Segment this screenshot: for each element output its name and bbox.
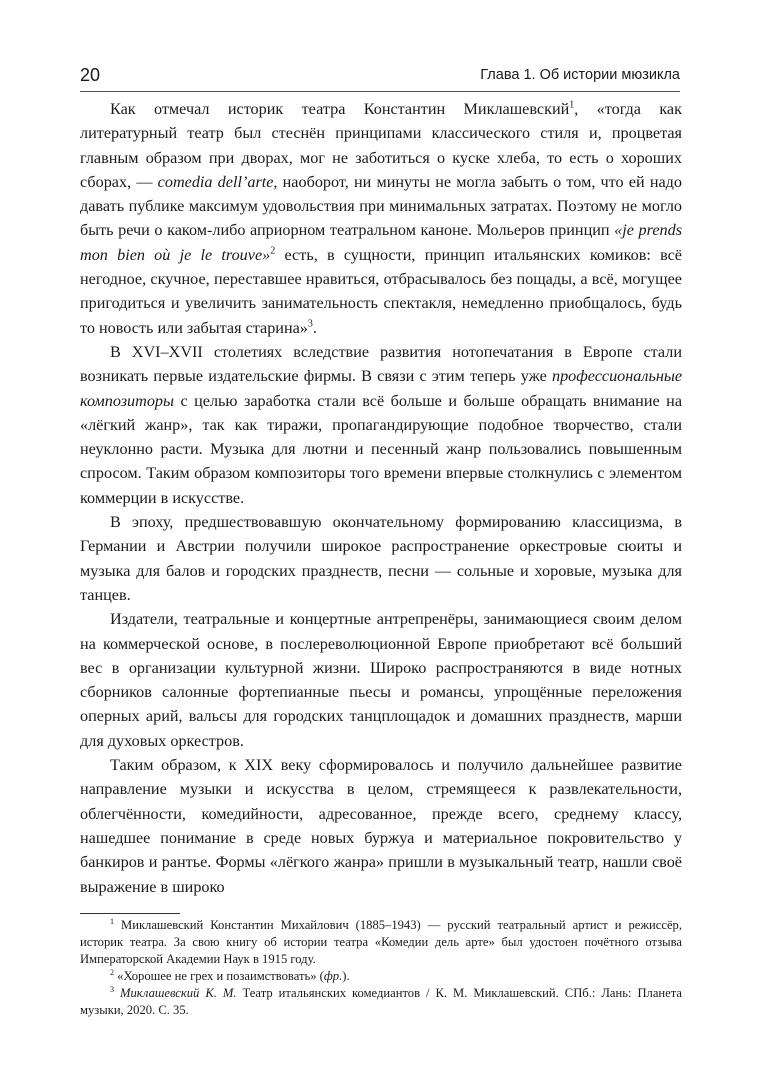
text-run: Театр итальянских комедиантов / К. М. Миклашевский. СПб.: Лань: Планета музыки, 2020. С. 35. (80, 986, 682, 1017)
footnote-ref: 1 (569, 99, 575, 111)
page-header (80, 60, 680, 90)
footnote-ref: 3 (307, 318, 313, 330)
text-run: Таким образом, к XIX веку сформировалось и получило дальнейшее развитие направление музыки и искусства в целом, стремящееся к развлекательности, облегчённости, комедийности, адресованное, прежде всего, среднему классу, нашедшее понимание в среде новых буржуа и материальное покровительство у банкиров и рантье. Формы «лёгкого жанра» пришли в музыкальный театр, нашли своё выражение в широко (80, 756, 682, 896)
main-text (80, 97, 682, 899)
italic-text: Миклашевский К. М. (120, 986, 237, 1000)
text-run: , наоборот, ни минуты не могла забыть о том, что ей надо давать публике максимум удовольствия при минимальных затратах. Поэтому не могло быть речи о каком-либо априорном театральном каноне. Мольеров принцип (80, 172, 682, 240)
text-run: В XVI–XVII столетиях вследствие развития нотопечатания в Европе стали возникать первые издательские фирмы. В связи с этим теперь уже (80, 342, 682, 386)
text-run: . (312, 318, 317, 337)
footnote (80, 968, 682, 985)
text-run: с целью заработка стали всё больше и больше обращать внимание на «лёгкий жанр», так как тиражи, пропагандирующие подобное творчество, стали неуклонно расти. Музыка для лютни и песенный жанр пользовались повышенным спросом. Таким образом композиторы того времени впервые столкнулись с элементом коммерции в искусстве. (80, 391, 682, 507)
italic-text: профессиональные композиторы (80, 367, 682, 410)
text-run: В эпоху, предшествовавшую окончательному формированию классицизма, в Германии и Австрии получили широкое распространение оркестровые сюиты и музыка для балов и городских празднеств, песни — сольные и хоровые, музыка для танцев. (80, 513, 682, 604)
running-title: Глава 1. Об истории мюзикла (480, 67, 680, 83)
footnote-ref: 2 (270, 245, 276, 257)
header-rule (80, 91, 680, 92)
footnote (80, 985, 682, 1019)
paragraph (80, 97, 682, 340)
italic-text: фр. (323, 969, 343, 983)
italic-text: comedia dell’arte (157, 172, 274, 191)
footnote-ref: 2 (110, 967, 114, 977)
text-run: Миклашевский Константин Михайлович (1885–1943) — русский театральный артист и режиссёр, историк театра. За свою книгу об истории театра «Комедии дель арте» был удостоен почётного отзыва Императорской Академии Наук в 1915 году. (80, 918, 682, 966)
footnotes (80, 917, 682, 1019)
text-run: Издатели, театральные и концертные антрепренёры, занимающиеся своим делом на коммерческой основе, в послереволюционной Европе приобретают всё больший вес в организации культурной жизни. Широко распространяются в виде нотных сборников салонные фортепианные пьесы и романсы, упрощённые переложения оперных арий, вальсы для городских танцплощадок и домашних празднеств, марши для духовых оркестров. (80, 610, 682, 750)
footnote (80, 917, 682, 968)
text-run: «Хорошее не грех и позаимствовать» ( (114, 969, 324, 983)
paragraph (80, 753, 682, 899)
paragraph (80, 607, 682, 753)
italic-text: «je prends mon bien où je le trouve» (80, 221, 682, 264)
footnote-ref: 1 (110, 916, 114, 926)
text-run: Как отмечал историк театра Константин Миклашевский (110, 100, 570, 118)
footnote-rule (80, 913, 180, 914)
text-run: есть, в сущности, принцип итальянских комиков: всё негодное, скучное, переставшее нравиться, отбрасывалось без пощады, а всё, могущее пригодиться и увеличить занимательность спектакля, немедленно приобщалось, будь то новость или забытая старина» (80, 245, 682, 337)
footnote-ref: 3 (110, 984, 114, 994)
paragraph (80, 340, 682, 510)
text-run: , «тогда как литературный театр был стеснён принципами классического стиля и, процветая главным образом при дворах, мог не заботиться о куске хлеба, то есть о хороших сборах, — (80, 100, 682, 191)
paragraph (80, 510, 682, 607)
page-number: 20 (80, 65, 101, 85)
text-run: ). (342, 969, 350, 983)
